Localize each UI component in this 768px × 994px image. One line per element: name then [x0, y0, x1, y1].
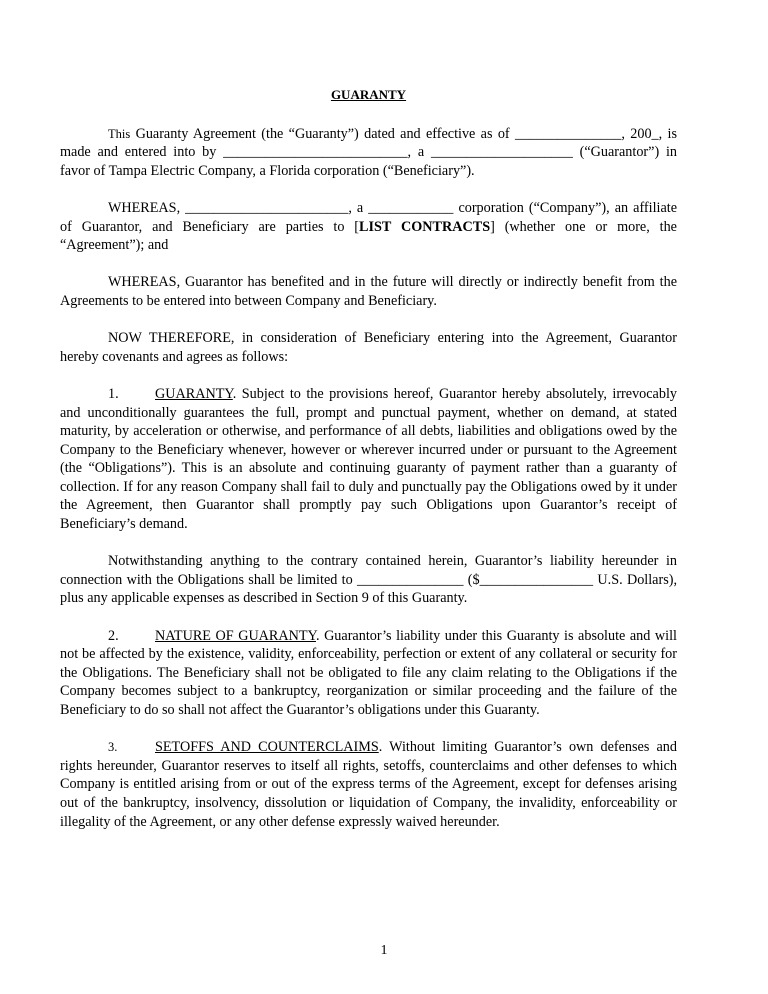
document-title: GUARANTY — [330, 87, 407, 102]
intro-text: Guaranty Agreement (the “Guaranty”) dated and effective as of _______________, 200_, is made and entered into by __________________________, a ____________________ (“Guarantor”) in favor of Tampa Electric Company, a Florida corporation (“Beneficiary”). — [60, 125, 677, 179]
section-body: . Guarantor’s liability under this Guaranty is absolute and will not be affected by the existence, validity, enforceability, perfection or extent of any collateral or security for the Obligations. The Beneficiary shall not be obligated to file any claim relating to the Obligations if the Company becomes subject to a bankruptcy, reorganization or similar proceeding and the failure of the Beneficiary to do so shall not affect the Guarantor’s obligations under this Guaranty. — [60, 627, 677, 718]
list-contracts-placeholder: LIST CONTRACTS — [359, 218, 491, 235]
whereas1-after: ] (whether one or more, the “Agreement”); and — [60, 218, 677, 254]
limitation-paragraph: Notwithstanding anything to the contrary contained herein, Guarantor’s liability hereunder in connection with the Obligations shall be limited to _______________ ($________________ U.S. Dollars), plus any applicable expenses as described in Section 9 of this Guaranty. — [60, 553, 677, 607]
page-number: 1 — [380, 943, 388, 958]
intro-lead: This — [108, 126, 131, 141]
whereas-paragraph-1 — [60, 199, 677, 255]
section-body: . Without limiting Guarantor’s own defenses and rights hereunder, Guarantor reserves to itself all rights, setoffs, counterclaims and other defenses to which Company is entitled arising from or out of the express terms of the Agreement, except for defenses arising out of the bankruptcy, insolvency, dissolution or liquidation of Company, the invalidity, enforceability or illegality of the Agreement, or any other defense expressly waived hereunder. — [60, 739, 677, 830]
section-number: 3. — [108, 740, 118, 755]
section-heading: GUARANTY — [155, 385, 233, 402]
document-page — [60, 86, 677, 850]
section-number: 1. — [108, 385, 119, 402]
intro-paragraph — [60, 125, 677, 181]
section-1-paragraph — [60, 385, 677, 534]
section-body: . Subject to the provisions hereof, Guarantor hereby absolutely, irrevocably and unconditionally guarantees the full, prompt and punctual payment, whether on demand, at stated maturity, by acceleration or otherwise, and performance of all debts, liabilities and obligations owed by the Company to the Beneficiary whenever, however or wherever incurred under or pursuant to the Agreement (the “Obligations”). This is an absolute and continuing guaranty of payment rather than a guaranty of collection. If for any reason Company shall fail to duly and punctually pay the Obligations owed by it under the Agreement, then Guarantor shall promptly pay such Obligations upon Guarantor’s receipt of Beneficiary’s demand. — [60, 385, 677, 533]
section-number: 2. — [108, 627, 119, 644]
section-heading: SETOFFS AND COUNTERCLAIMS — [155, 739, 379, 756]
section-2-paragraph — [60, 627, 677, 720]
whereas-paragraph-2: WHEREAS, Guarantor has benefited and in the future will directly or indirectly benefit from the Agreements to be entered into between Company and Beneficiary. — [60, 274, 677, 309]
section-heading: NATURE OF GUARANTY — [155, 627, 316, 644]
now-therefore-paragraph: NOW THEREFORE, in consideration of Beneficiary entering into the Agreement, Guarantor hereby covenants and agrees as follows: — [60, 330, 677, 365]
whereas1-before: WHEREAS, _______________________, a ____________ corporation (“Company”), an affiliate of Guarantor, and Beneficiary are parties to [ — [60, 199, 677, 235]
section-3-paragraph — [60, 738, 677, 831]
